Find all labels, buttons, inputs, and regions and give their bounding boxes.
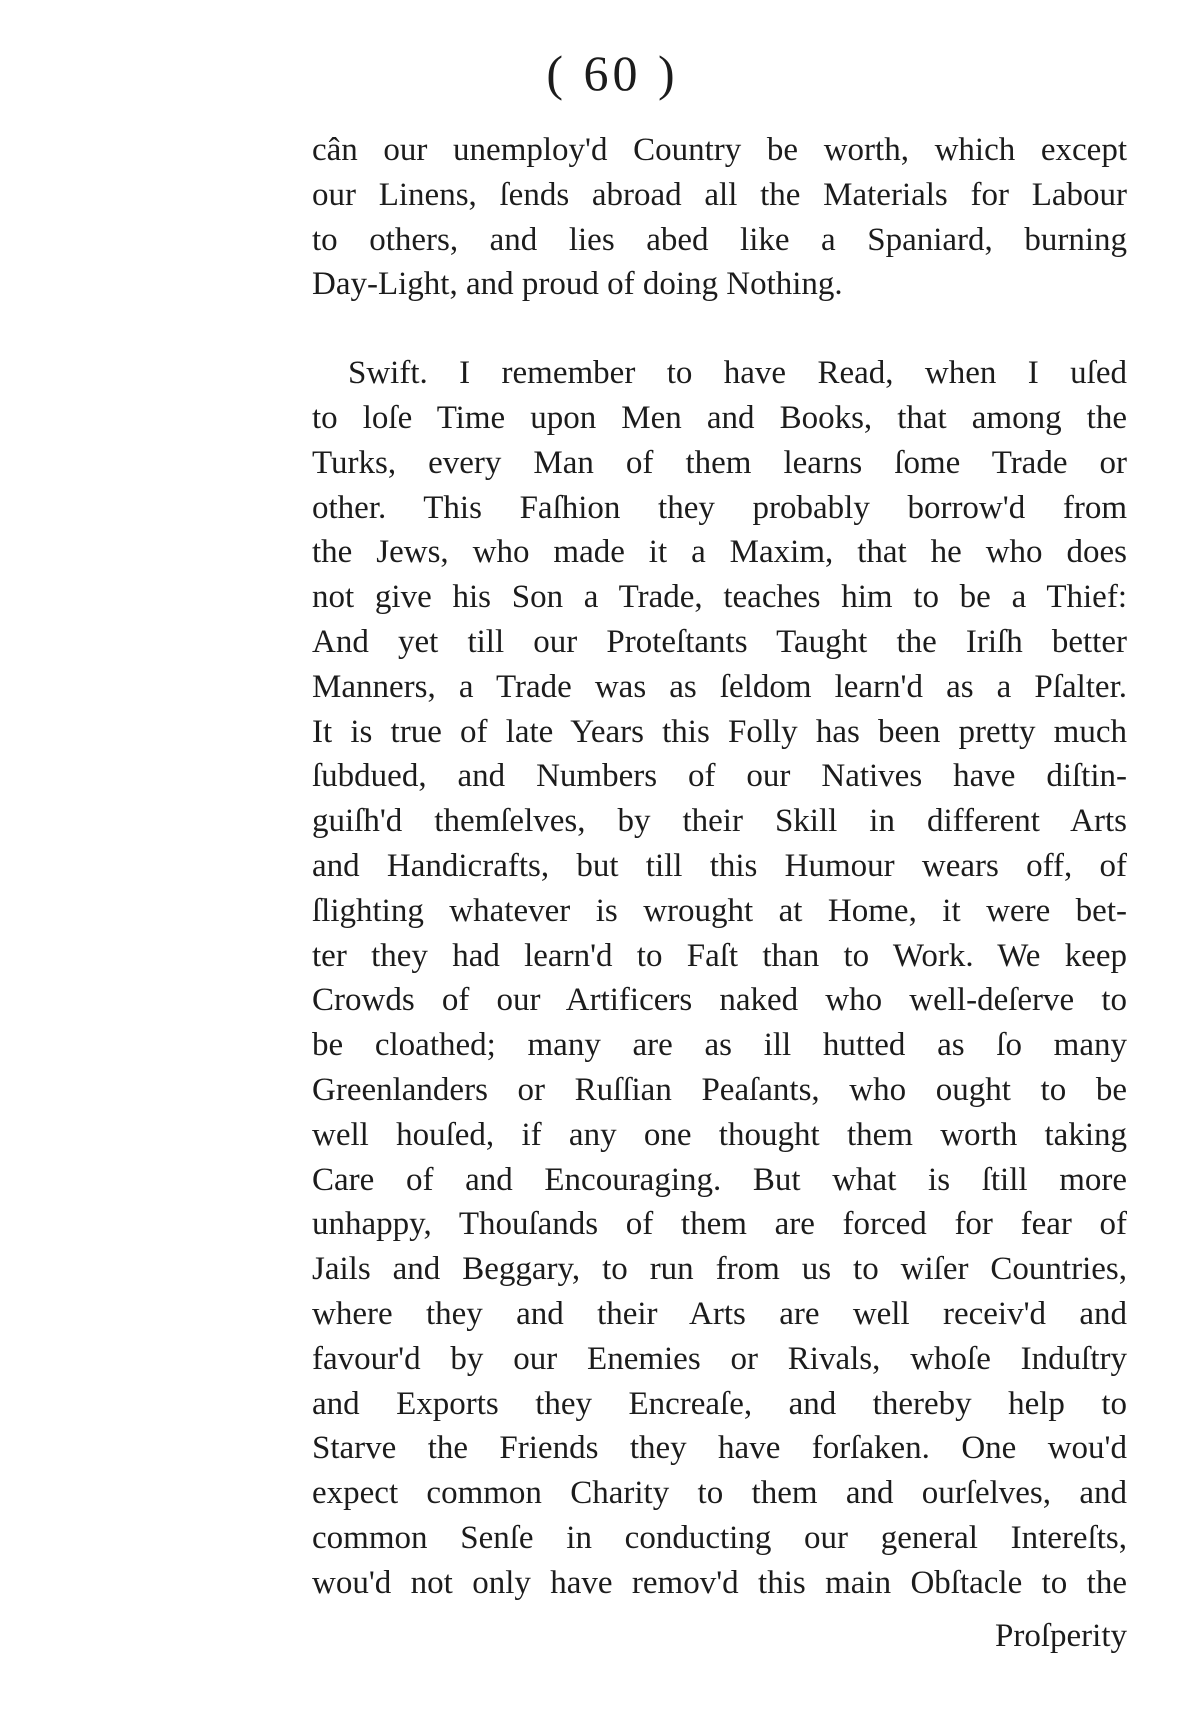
text-line: wou'd not only have remov'd this main Obſtacle to the xyxy=(312,1564,1127,1601)
text-line: guiſh'd themſelves, by their Skill in different Arts xyxy=(312,803,1127,840)
text-line: to others, and lies abed like a Spaniard, burning xyxy=(312,221,1127,258)
text-line: expect common Charity to them and ourſelves, and xyxy=(312,1475,1127,1512)
text-line: cân our unemploy'd Country be worth, which except xyxy=(312,132,1127,168)
text-line: other. This Faſhion they probably borrow'd from xyxy=(312,489,1127,526)
text-line: Turks, every Man of them learns ſome Trade or xyxy=(312,444,1127,481)
text-line: ter they had learn'd to Faſt than to Work. We keep xyxy=(312,937,1127,974)
text-line: Swift. I remember to have Read, when I uſed xyxy=(348,355,1127,392)
text-line: It is true of late Years this Folly has been pretty much xyxy=(312,713,1127,750)
text-line: favour'd by our Enemies or Rivals, whoſe Induſtry xyxy=(312,1340,1127,1377)
text-line: to loſe Time upon Men and Books, that among the xyxy=(312,399,1127,436)
page-number: ( 60 ) xyxy=(546,45,679,101)
text-line: well houſed, if any one thought them worth taking xyxy=(312,1116,1127,1153)
text-line: Care of and Encouraging. But what is ſtill more xyxy=(312,1161,1127,1198)
text-line: Day-Light, and proud of doing Nothing. xyxy=(312,266,843,303)
text-line: ſlighting whatever is wrought at Home, it were bet- xyxy=(312,892,1127,929)
text-line: Starve the Friends they have forſaken. One wou'd xyxy=(312,1430,1127,1467)
text-line: and Handicrafts, but till this Humour wears off, of xyxy=(312,847,1127,884)
paragraph-gap xyxy=(312,307,1127,351)
text-line: where they and their Arts are well receiv'd and xyxy=(312,1295,1127,1332)
body-text xyxy=(312,128,1127,1606)
text-line: Jails and Beggary, to run from us to wiſer Countries, xyxy=(312,1251,1127,1288)
text-line: unhappy, Thouſands of them are forced for fear of xyxy=(312,1206,1127,1243)
paragraph-1 xyxy=(312,128,1127,307)
text-line: the Jews, who made it a Maxim, that he who does xyxy=(312,534,1127,571)
text-line: be cloathed; many are as ill hutted as ſo many xyxy=(312,1027,1127,1064)
text-line: our Linens, ſends abroad all the Materials for Labour xyxy=(312,176,1127,213)
text-line: not give his Son a Trade, teaches him to be a Thief: xyxy=(312,579,1127,616)
text-line: Greenlanders or Ruſſian Peaſants, who ought to be xyxy=(312,1071,1127,1108)
catchword: Proſperity xyxy=(995,1618,1127,1654)
text-line: and Exports they Encreaſe, and thereby help to xyxy=(312,1385,1127,1422)
text-line: ſubdued, and Numbers of our Natives have diſtin- xyxy=(312,758,1127,795)
text-line: Crowds of our Artificers naked who well-deſerve to xyxy=(312,982,1127,1019)
text-line: common Senſe in conducting our general Intereſts, xyxy=(312,1519,1127,1556)
text-line: And yet till our Proteſtants Taught the Iriſh better xyxy=(312,623,1127,660)
text-line: Manners, a Trade was as ſeldom learn'd as a Pſalter. xyxy=(312,668,1127,705)
paragraph-2 xyxy=(312,351,1127,1605)
